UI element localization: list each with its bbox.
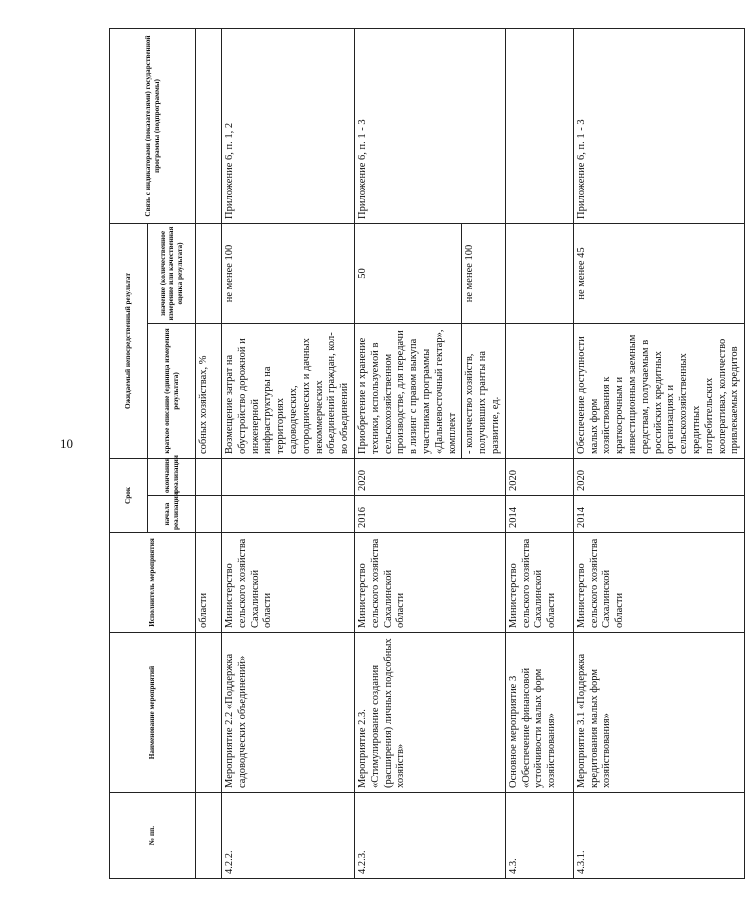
cell-value: 50: [354, 224, 461, 324]
cell-num: 4.2.3.: [354, 793, 505, 879]
header-result: Ожидаемый непосредственный результат: [110, 224, 148, 459]
header-term-start: начала реализации: [148, 496, 196, 533]
cell-executor: Министерство сельского хозяйства Сахалинской области: [222, 533, 355, 633]
header-result-desc: краткое описание (единица измерения результата): [148, 324, 196, 459]
cell-desc: Возмещение затрат на обустройство дорожной и инженерной инфраструктуры на территориях садоводческих, огороднических и дачных некоммерческих объединений граждан, кол-во объединений: [222, 324, 355, 459]
cell-end: 2020: [573, 459, 744, 496]
cell-name: Мероприятие 2.3. «Стимулирование создания (расширения) личных подсобных хозяйств»: [354, 633, 505, 793]
header-executor: Исполнитель мероприятия: [110, 533, 196, 633]
cell-name: Мероприятие 2.2 «Поддержка садоводческих объединений»: [222, 633, 355, 793]
cell-executor: области: [196, 533, 222, 633]
cell-end: 2020: [505, 459, 573, 496]
table-row: [222, 29, 355, 879]
cell-end: 2020: [354, 459, 505, 496]
table-row: [196, 29, 222, 879]
cell-link: Приложение 6, п. 1, 2: [222, 29, 355, 224]
cell-num: 4.2.2.: [222, 793, 355, 879]
header-link: Связь с индикаторами (показателями) государственной программы (подпрограммы): [110, 29, 196, 224]
header-num: № пп.: [110, 793, 196, 879]
cell-name: [196, 633, 222, 793]
cell-link: [505, 29, 573, 224]
table-row: [354, 29, 461, 879]
cell-start: [222, 496, 355, 533]
page-number: 10: [60, 436, 73, 451]
cell-executor: Министерство сельского хозяйства Сахалинской области: [573, 533, 744, 633]
cell-executor: Министерство сельского хозяйства Сахалинской области: [505, 533, 573, 633]
cell-start: 2014: [573, 496, 744, 533]
cell-value: не менее 45: [573, 224, 744, 324]
header-result-value: значение (количественное измерение или качественная оценка результата): [148, 224, 196, 324]
cell-name: Основное мероприятие 3 «Обеспечение финансовой устойчивости малых форм хозяйствования»: [505, 633, 573, 793]
cell-executor: Министерство сельского хозяйства Сахалинской области: [354, 533, 505, 633]
header-term-end: окончания реализации: [148, 459, 196, 496]
cell-start: 2014: [505, 496, 573, 533]
cell-desc: Приобретение и хранение техники, используемой в сельскохозяйственном производстве, для передачи в лизинг с правом выкупа участникам программы «Дальневосточный гектар», комплект: [354, 324, 461, 459]
rotated-table-container: [109, 29, 741, 879]
cell-num: [196, 793, 222, 879]
cell-link: [196, 29, 222, 224]
cell-desc: [505, 324, 573, 459]
cell-end: [196, 459, 222, 496]
cell-value: [505, 224, 573, 324]
cell-value: [196, 224, 222, 324]
header-name: Наименование мероприятий: [110, 633, 196, 793]
cell-name: Мероприятие 3.1 «Поддержка кредитования малых форм хозяйствования»: [573, 633, 744, 793]
cell-num: 4.3.1.: [573, 793, 744, 879]
cell-num: 4.3.: [505, 793, 573, 879]
header-term: Срок: [110, 459, 148, 533]
cell-start: [196, 496, 222, 533]
table-row: [505, 29, 573, 879]
cell-value: не менее 100: [222, 224, 355, 324]
cell-link: Приложение 6, п. 1 - 3: [573, 29, 744, 224]
cell-desc: Обеспечение доступности малых форм хозяйствования к краткосрочным и инвестиционным заемным средствам, получаемым в российских кредитных организациях и сельскохозяйственных кредитных потребительских кооперативах, количество привлекаемых кредитов: [573, 324, 744, 459]
cell-start: 2016: [354, 496, 505, 533]
cell-desc: собных хозяйствах, %: [196, 324, 222, 459]
cell-end: [222, 459, 355, 496]
table-row: [573, 29, 744, 879]
cell-link: Приложение 6, п. 1 - 3: [354, 29, 505, 224]
measures-table: [109, 28, 745, 879]
cell-desc-secondary: - количество хозяйств, получивших гранты на развитие, ед.: [462, 324, 505, 459]
cell-value-secondary: не менее 100: [462, 224, 505, 324]
